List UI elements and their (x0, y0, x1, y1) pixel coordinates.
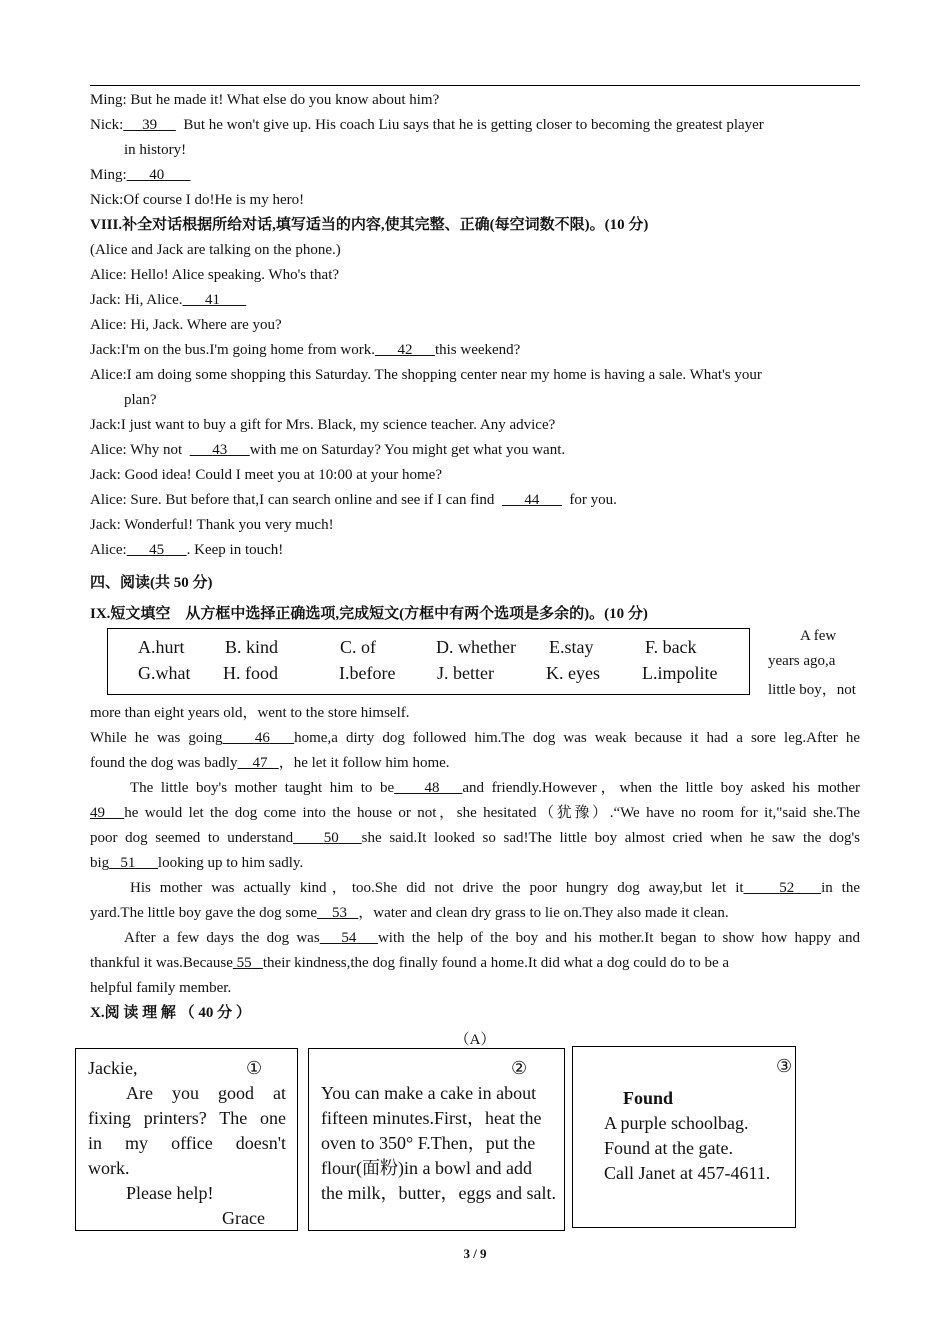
passage-line: While he was going 46 home,a dirty dog followed him.The dog was weak because it had a sore leg.After he (90, 730, 860, 746)
blank-51[interactable]: 51 (120, 855, 136, 871)
passage-text: A few (800, 628, 837, 644)
blank-52[interactable]: 52 (779, 880, 795, 896)
option-b: B. kind (225, 637, 279, 657)
notice-text: Jackie, (88, 1058, 138, 1078)
notice-text: Call Janet at 457-4611. (604, 1163, 771, 1183)
option-h: H. food (223, 663, 278, 683)
circled-number-2: ② (511, 1058, 528, 1078)
notice-signature: Grace (222, 1208, 265, 1228)
option-g: G.what (138, 663, 191, 683)
passage-line: yard.The little boy gave the dog some 53 ，water and clean dry grass to lie on.They also made it clean. (90, 905, 729, 921)
notice-text: A purple schoolbag. (604, 1113, 749, 1133)
passage-line: The little boy's mother taught him to be 48 and friendly.However，when the little boy asked his mother (130, 780, 860, 796)
blank-53[interactable]: 53 (332, 905, 348, 921)
dialogue-line: Alice: Hi, Jack. Where are you? (90, 317, 282, 333)
part-title: 四、阅读(共 50 分) (90, 575, 213, 591)
header-rule (90, 85, 860, 86)
dialogue-line: Nick:Of course I do!He is my hero! (90, 192, 305, 208)
notice-box-2 (308, 1048, 565, 1231)
blank-44[interactable]: 44 (524, 492, 540, 508)
subsection-label: （A） (454, 1032, 496, 1048)
notice-text: You can make a cake in about (321, 1083, 537, 1103)
options-box (107, 628, 750, 695)
notice-text: Found at the gate. (604, 1138, 733, 1158)
dialogue-line: Jack: Hi, Alice. 41 (90, 292, 220, 308)
dialogue-line: in history! (124, 142, 187, 158)
dialogue-line: Nick: 39 But he won't give up. His coach Liu says that he is getting closer to becoming the greatest player (90, 117, 764, 133)
blank-54[interactable]: 54 (341, 930, 357, 946)
option-k: K. eyes (546, 663, 600, 683)
notice-box-3 (572, 1046, 796, 1228)
blank-45[interactable]: 45 (149, 542, 165, 558)
passage-line: more than eight years old，went to the store himself. (90, 705, 410, 721)
option-e: E.stay (549, 637, 594, 657)
circled-number-3: ③ (776, 1056, 793, 1076)
circled-number-1: ① (246, 1058, 263, 1078)
passage-line: thankful it was.Because 55 their kindness,the dog finally found a home.It did what a dog could do to be a (90, 955, 730, 971)
notice-text: flour(面粉)in a bowl and add (321, 1158, 532, 1178)
blank-50[interactable]: 50 (323, 830, 339, 846)
passage-line: After a few days the dog was 54 with the help of the boy and his mother.It began to show how happy and (124, 930, 860, 946)
dialogue-line: Jack:I'm on the bus.I'm going home from work. 42 this weekend? (90, 342, 521, 358)
option-d: D. whether (436, 637, 516, 657)
notice-text: oven to 350° F.Then，put the (321, 1133, 536, 1153)
dialogue-line: Ming: 40 (90, 167, 165, 183)
notice-text: in my office doesn't (88, 1133, 286, 1153)
dialogue-line: Alice: Hello! Alice speaking. Who's that? (90, 267, 340, 283)
section-title: X.阅 读 理 解 （ 40 分 ） (90, 1005, 251, 1021)
option-i: I.before (339, 663, 396, 683)
notice-text: work. (88, 1158, 130, 1178)
blank-42[interactable]: 42 (397, 342, 413, 358)
passage-line: big 51 looking up to him sadly. (90, 855, 304, 871)
option-l: L.impolite (642, 663, 718, 683)
blank-46[interactable]: 46 (254, 730, 270, 746)
blank-39[interactable]: 39 (142, 117, 158, 133)
option-a: A.hurt (138, 637, 185, 657)
dialogue-line: Jack: Good idea! Could I meet you at 10:00 at your home? (90, 467, 442, 483)
blank-49[interactable]: 49 (90, 805, 105, 821)
notice-text: Are you good at (126, 1083, 286, 1103)
passage-text: years ago,a (768, 653, 836, 669)
blank-55[interactable]: 55 (236, 955, 252, 971)
notice-text: fixing printers? The one (88, 1108, 286, 1128)
blank-48[interactable]: 48 (424, 780, 440, 796)
blank-43[interactable]: 43 (212, 442, 228, 458)
passage-line: helpful family member. (90, 980, 232, 996)
blank-47[interactable]: 47 (252, 755, 268, 771)
dialogue-line: Jack:I just want to buy a gift for Mrs. Black, my science teacher. Any advice? (90, 417, 556, 433)
notice-text: fifteen minutes.First，heat the (321, 1108, 542, 1128)
option-c: C. of (340, 637, 376, 657)
notice-heading: Found (623, 1088, 674, 1108)
notice-box-1 (75, 1048, 298, 1231)
blank-41[interactable]: 41 (204, 292, 220, 308)
dialogue-line: Alice:I am doing some shopping this Saturday. The shopping center near my home is having a sale. What's your (90, 367, 762, 383)
passage-line: His mother was actually kind，too.She did not drive the poor hungry dog away,but let it 52 in the (130, 880, 861, 896)
dialogue-line: Alice: Sure. But before that,I can search online and see if I can find 44 for you. (90, 492, 617, 508)
dialogue-intro: (Alice and Jack are talking on the phone.) (90, 242, 341, 258)
section-title: IX.短文填空 从方框中选择正确选项,完成短文(方框中有两个选项是多余的)。(10 分) (90, 606, 648, 622)
page-number: 3 / 9 (463, 1246, 487, 1261)
dialogue-line: plan? (124, 392, 157, 408)
section-title: VIII.补全对话根据所给对话,填写适当的内容,使其完整、正确(每空词数不限)。(10 分) (90, 217, 649, 233)
passage-text: little boy，not (768, 682, 856, 698)
option-f: F. back (645, 637, 697, 657)
blank-40[interactable]: 40 (149, 167, 165, 183)
option-j: J. better (437, 663, 494, 683)
dialogue-line: Alice: Why not 43 with me on Saturday? You might get what you want. (90, 442, 566, 458)
dialogue-line: Alice: 45 . Keep in touch! (90, 542, 284, 558)
passage-line: 49 he would let the dog come into the house or not，she hesitated（犹豫）.“We have no room for it,"said she.The (90, 805, 861, 821)
notice-text: Please help! (126, 1183, 214, 1203)
dialogue-line: Jack: Wonderful! Thank you very much! (90, 517, 334, 533)
notice-text: the milk，butter，eggs and salt. (321, 1183, 556, 1203)
passage-line: poor dog seemed to understand 50 she said.It looked so sad!The little boy almost cried when he saw the dog's (90, 830, 861, 846)
dialogue-line: Ming: But he made it! What else do you know about him? (90, 92, 440, 108)
passage-line: found the dog was badly 47 ，he let it follow him home. (90, 755, 450, 771)
